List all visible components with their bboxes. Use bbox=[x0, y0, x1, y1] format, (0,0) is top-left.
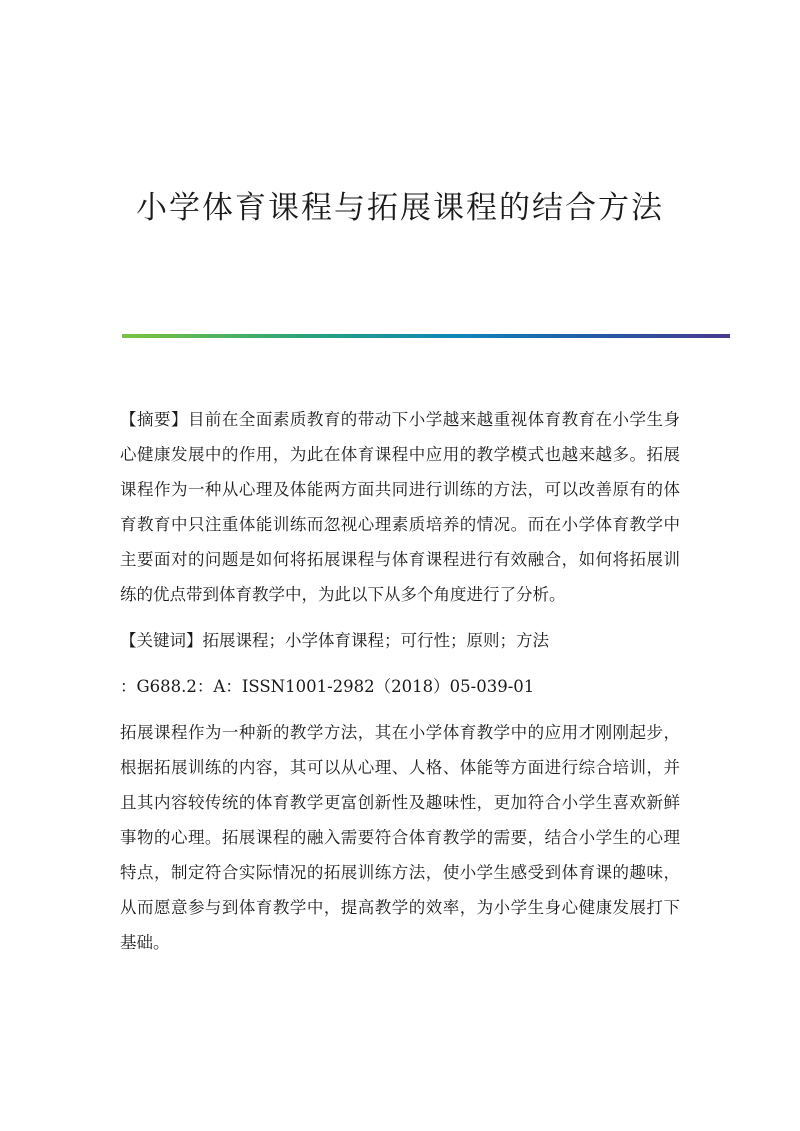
document-body bbox=[120, 402, 680, 971]
keywords-line: 【关键词】拓展课程；小学体育课程；可行性；原则；方法 bbox=[120, 631, 549, 650]
classification-line: ：G688.2：A：ISSN1001-2982（2018）05-039-01 bbox=[120, 677, 535, 696]
title-divider bbox=[122, 334, 730, 338]
document-title: 小学体育课程与拓展课程的结合方法 bbox=[136, 190, 664, 226]
body-paragraph: 拓展课程作为一种新的教学方法，其在小学体育教学中的应用才刚刚起步，根据拓展训练的内容，其可以从心理、人格、体能等方面进行综合培训，并且其内容较传统的体育教学更富创新性及趣味性，更加符合小学生喜欢新鲜事物的心理。拓展课程的融入需要符合体育教学的需要，结合小学生的心理特点，制定符合实际情况的拓展训练方法，使小学生感受到体育课的趣味，从而愿意参与到体育教学中，提高教学的效率，为小学生身心健康发展打下基础。 bbox=[120, 723, 680, 952]
abstract-paragraph: 【摘要】目前在全面素质教育的带动下小学越来越重视体育教育在小学生身心健康发展中的作用，为此在体育课程中应用的教学模式也越来越多。拓展课程作为一种从心理及体能两方面共同进行训练的方法，可以改善原有的体育教育中只注重体能训练而忽视心理素质培养的情况。而在小学体育教学中主要面对的问题是如何将拓展课程与体育课程进行有效融合，如何将拓展训练的优点带到体育教学中，为此以下从多个角度进行了分析。 bbox=[120, 410, 680, 604]
